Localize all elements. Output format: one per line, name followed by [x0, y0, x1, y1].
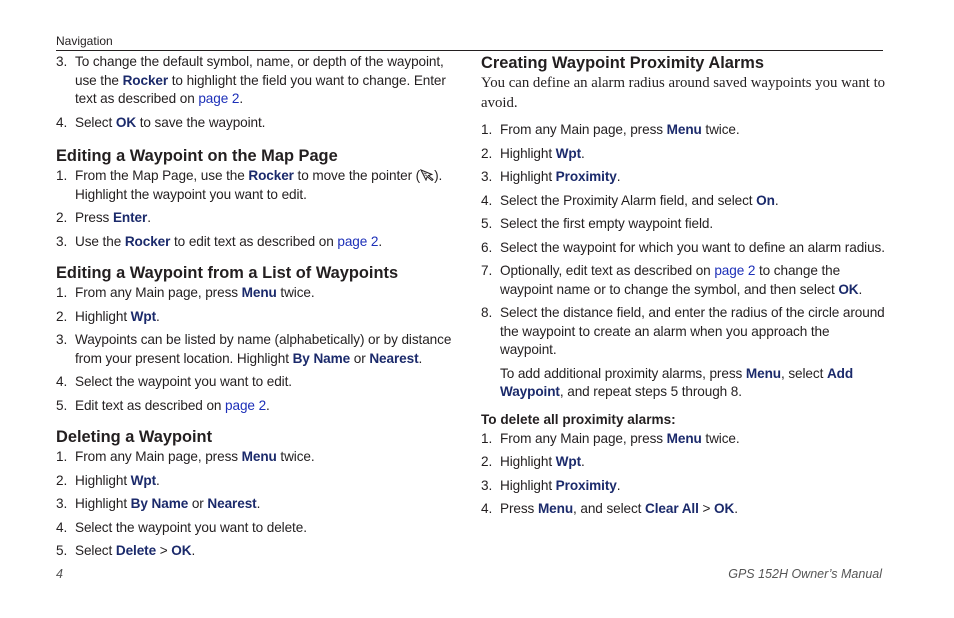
page-reference-link[interactable]: page 2 [225, 397, 267, 413]
step-text: twice. [276, 449, 315, 464]
step-number: 1. [56, 285, 68, 300]
command-name: Wpt [130, 308, 157, 324]
step-text: From the Map Page, use the [75, 168, 249, 183]
step-text: Highlight [75, 308, 131, 324]
step-text: Waypoints can be listed by name (alphabetically) or by distance from your present location. Highlight [75, 332, 452, 366]
step-text: To add additional proximity alarms, press [500, 365, 746, 381]
intro-paragraph: You can define an alarm radius around saved waypoints you want to avoid. [481, 75, 886, 111]
step-number: 1. [56, 168, 68, 183]
command-name: Proximity [555, 477, 617, 493]
list-item [56, 519, 456, 538]
list-item [481, 453, 886, 472]
step-text: . [266, 397, 270, 413]
steps-list [56, 448, 456, 561]
list-item [56, 397, 456, 416]
command-name: Wpt [555, 145, 582, 161]
step-text: Highlight [500, 477, 556, 493]
list-item [56, 209, 456, 228]
step-text: . [239, 91, 244, 106]
step-number: 4. [56, 374, 68, 389]
list-item [56, 233, 456, 252]
list-item [56, 114, 456, 133]
step-number: 8. [481, 305, 493, 320]
list-item [56, 542, 456, 561]
step-text: to edit text as described on [170, 233, 338, 249]
command-name: Rocker [248, 168, 294, 183]
intro-steps-list [56, 53, 456, 132]
manual-title: GPS 152H Owner’s Manual [728, 567, 882, 581]
list-item [481, 192, 886, 211]
step-number: 1. [481, 122, 493, 137]
command-name: OK [115, 114, 137, 130]
step-text: Select the distance field, and enter the radius of the circle around the waypoint to create an alarm when you approach the waypoint. [500, 305, 885, 357]
list-item [481, 430, 886, 449]
left-column [56, 53, 456, 566]
step-text: . [616, 169, 621, 184]
step-number: 3. [56, 233, 68, 249]
list-item [481, 168, 886, 187]
step-number: 2. [56, 210, 68, 225]
delete-steps-list [481, 430, 886, 519]
list-item [481, 239, 886, 258]
command-name: Menu [241, 285, 277, 300]
command-name: By Name [292, 350, 351, 366]
step-text: twice. [276, 285, 315, 300]
section-edit-list [56, 263, 456, 415]
list-item [56, 448, 456, 467]
section-edit-map [56, 146, 456, 251]
command-name: Clear All [645, 501, 699, 516]
step-text: . [734, 501, 738, 516]
step-text: . [858, 281, 863, 297]
step-number: 4. [481, 501, 493, 516]
step-text: Use the [75, 233, 125, 249]
command-name: Rocker [124, 233, 171, 249]
command-name: OK [171, 543, 192, 558]
step-text: Highlight [75, 472, 131, 488]
command-name: Menu [666, 430, 702, 446]
command-name: By Name [130, 496, 189, 511]
command-name: Rocker [122, 72, 169, 88]
command-name: Menu [537, 501, 574, 516]
step-text: Select the waypoint for which you want to define an alarm radius. [500, 239, 885, 255]
step-text: . [147, 210, 151, 225]
step-text: Press [500, 501, 538, 516]
step-text: From any Main page, press [500, 430, 667, 446]
step-text: Optionally, edit text as described on [500, 263, 715, 278]
section-heading: Editing a Waypoint from a List of Waypoints [56, 264, 399, 282]
step-text: to save the waypoint. [136, 114, 266, 130]
step-text: . [256, 496, 261, 511]
page-reference-link[interactable]: page 2 [198, 91, 240, 106]
step-text: Select the Proximity Alarm field, and select [500, 192, 757, 208]
step-text: > [698, 501, 714, 516]
list-item [56, 495, 456, 514]
step-text: to change the waypoint name or to change the symbol, and then select [500, 263, 841, 297]
list-item [56, 331, 456, 368]
step-text: or [188, 496, 208, 511]
step-text: . [616, 477, 621, 493]
command-name: Wpt [555, 454, 582, 469]
step-number: 3. [481, 477, 493, 493]
command-name: Nearest [207, 496, 257, 511]
right-column [481, 53, 886, 524]
alarm-steps-list [481, 121, 886, 402]
section-heading: Editing a Waypoint on the Map Page [56, 147, 338, 165]
list-item [481, 262, 886, 299]
command-name: Menu [241, 449, 277, 464]
page-reference-link[interactable]: page 2 [714, 263, 756, 278]
step-text: . [774, 192, 779, 208]
command-name: Nearest [369, 350, 419, 366]
step-text: ). Highlight the waypoint you want to edit. [75, 168, 443, 202]
step-text: Select [75, 543, 116, 558]
step-text: From any Main page, press [75, 449, 242, 464]
step-text: From any Main page, press [500, 122, 667, 137]
list-item [481, 500, 886, 519]
step-number: 7. [481, 263, 493, 278]
step-number: 2. [481, 145, 493, 161]
command-name: Delete [115, 543, 157, 558]
step-text: . [156, 308, 160, 324]
steps-list [56, 167, 456, 251]
step-text: Edit text as described on [75, 397, 226, 413]
list-item [481, 304, 886, 402]
map-pointer-icon [420, 169, 434, 181]
step-number: 4. [56, 114, 68, 130]
step-text: , select [780, 365, 827, 381]
step-number: 2. [56, 308, 68, 324]
command-name: Add Waypoint [500, 365, 854, 399]
step-number: 4. [481, 192, 493, 208]
section-delete [56, 427, 456, 561]
step-number: 2. [56, 472, 68, 488]
step-text: or [350, 350, 370, 366]
list-item [56, 308, 456, 327]
list-item [481, 215, 886, 234]
step-text: > [156, 543, 172, 558]
list-item [481, 145, 886, 164]
step-text: Press [75, 210, 113, 225]
command-name: Enter [112, 210, 148, 225]
step-text: Highlight [500, 145, 556, 161]
running-head: Navigation [56, 34, 113, 48]
list-item [56, 373, 456, 392]
step-text: , and repeat steps 5 through 8. [559, 384, 742, 399]
command-name: Wpt [130, 472, 157, 488]
page-reference-link[interactable]: page 2 [337, 233, 379, 249]
command-name: OK [713, 501, 735, 516]
step-text: . [418, 350, 423, 366]
list-item [56, 284, 456, 303]
list-item [56, 167, 456, 204]
step-text: To change the default symbol, name, or depth of the waypoint, use the [75, 54, 444, 88]
header-rule [56, 50, 883, 51]
step-text: , and select [573, 501, 646, 516]
section-heading: Creating Waypoint Proximity Alarms [481, 54, 764, 72]
step-note [500, 365, 886, 402]
list-item [56, 472, 456, 491]
procedure-subheading: To delete all proximity alarms: [481, 411, 676, 427]
step-number: 5. [481, 216, 493, 231]
step-number: 4. [56, 519, 68, 535]
step-text: twice. [701, 122, 740, 137]
step-number: 3. [481, 169, 493, 184]
list-item [481, 121, 886, 140]
step-number: 2. [481, 454, 493, 469]
step-number: 6. [481, 239, 493, 255]
step-text: Select the first empty waypoint field. [500, 216, 714, 231]
step-number: 3. [56, 54, 68, 69]
section-heading: Deleting a Waypoint [56, 428, 213, 446]
step-text: . [191, 543, 196, 558]
command-name: Menu [745, 365, 781, 381]
step-text: . [156, 472, 160, 488]
step-text: Highlight [500, 454, 556, 469]
step-text: From any Main page, press [75, 285, 242, 300]
step-number: 3. [56, 332, 68, 347]
step-text: . [581, 145, 585, 161]
step-text: to highlight the field you want to change. Enter text as described on [75, 72, 446, 106]
steps-list [56, 284, 456, 415]
step-number: 1. [481, 430, 493, 446]
step-text: Select the waypoint you want to edit. [75, 374, 292, 389]
page-number: 4 [56, 567, 63, 581]
step-text: to move the pointer ( [293, 168, 421, 183]
step-number: 1. [56, 449, 68, 464]
step-text: Highlight [500, 169, 556, 184]
list-item [56, 53, 456, 109]
step-number: 5. [56, 397, 68, 413]
step-text: Select the waypoint you want to delete. [75, 519, 307, 535]
step-number: 3. [56, 496, 68, 511]
step-text: Select [75, 114, 116, 130]
step-number: 5. [56, 543, 68, 558]
command-name: Menu [666, 122, 702, 137]
step-text: . [581, 454, 585, 469]
command-name: OK [838, 281, 859, 297]
command-name: Proximity [555, 169, 617, 184]
step-text: . [378, 233, 383, 249]
command-name: On [756, 192, 775, 208]
list-item [481, 477, 886, 496]
step-text: twice. [701, 430, 740, 446]
step-text: Highlight [75, 496, 131, 511]
